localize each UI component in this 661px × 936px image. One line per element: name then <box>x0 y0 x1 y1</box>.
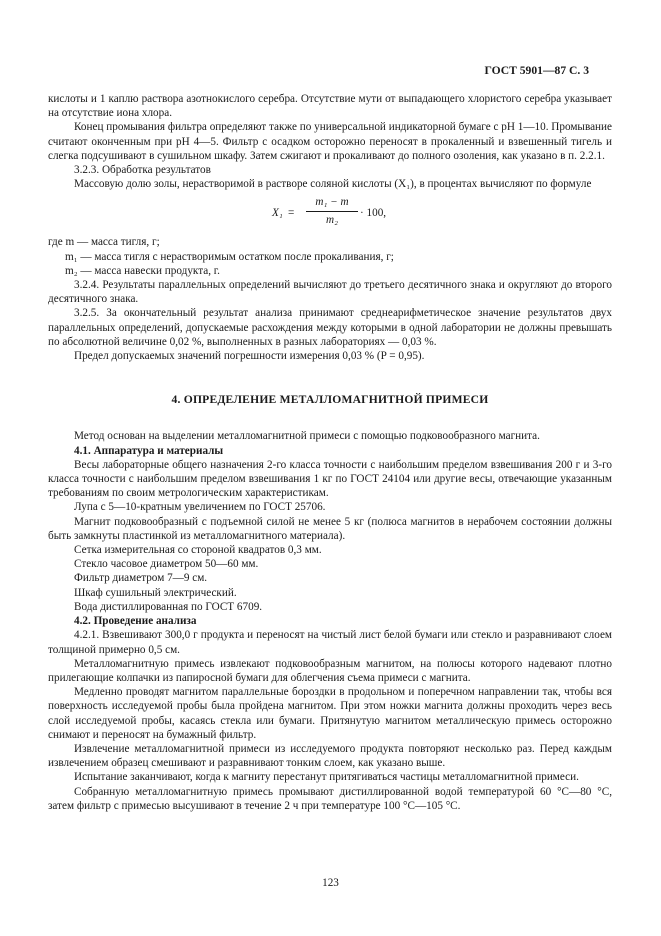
definition-item: m₂ — масса навески продукта, г. <box>65 264 220 277</box>
paragraph: Метод основан на выделении металломагнитной примеси с помощью подковообразного магнита. <box>74 430 540 443</box>
subsection-heading: 4.2. Проведение анализа <box>74 615 197 628</box>
paragraph: Конец промывания фильтра определяют также по универсальной индикаторной бумаге с рН 1—10. Промывание считают оконченным при рН 4—5. Фильтр с осадком осторожно переносят в прокаленный и взвешенный тигель и слегка подсушивают в сушильном шкафу. Затем сжигают и прокаливают до полного озоления, как указано в п. 2.2.1. <box>48 121 612 162</box>
formula-multiplier: · 100, <box>360 207 387 220</box>
formula-equals: = <box>288 207 295 220</box>
equipment-item: Шкаф сушильный электрический. <box>74 586 237 599</box>
page-number: 123 <box>322 877 339 889</box>
procedure-step: Собранную металломагнитную примесь промывают дистиллированной водой температурой 60 °С—80 °С, затем фильтр с примесью высушивают в течение 2 ч при температуре 100 °С—105 °С. <box>48 785 612 812</box>
formula-lhs: X₁ <box>272 207 283 220</box>
paragraph: Предел допускаемых значений погрешности измерения 0,03 % (P = 0,95). <box>74 350 425 363</box>
procedure-step: Медленно проводят магнитом параллельные бороздки в продольном и поперечном направлении так, чтобы вся поверхность исследуемой пробы была пройдена магнитом. При этом ножки магнита должны проходить через весь слой исследуемой пробы, касаясь стекла или бумаги. Притянутую магнитом металлическую примесь осторожно снимают и переносят на бумажный фильтр. <box>48 686 612 741</box>
document-body <box>48 92 612 813</box>
equipment-item: Фильтр диаметром 7—9 см. <box>74 572 208 585</box>
paragraph: кислоты и 1 каплю раствора азотнокислого серебра. Отсутствие мути от выпадающего хлористого серебра указывает на отсутствие иона хлора. <box>48 93 612 120</box>
procedure-step: Извлечение металломагнитной примеси из исследуемого продукта повторяют несколько раз. Перед каждым извлечением образец смешивают и разравнивают тонким слоем, как указано выше. <box>48 742 612 770</box>
definition-item: m₁ — масса тигля с нерастворимым остатком после прокаливания, г; <box>65 250 394 263</box>
subsection-heading: 4.1. Аппаратура и материалы <box>74 444 224 457</box>
equipment-item: Сетка измерительная со стороной квадратов 0,3 мм. <box>74 544 322 557</box>
subsection-heading: 3.2.3. Обработка результатов <box>74 164 211 177</box>
equipment-item: Вода дистиллированная по ГОСТ 6709. <box>74 600 263 613</box>
procedure-step: 4.2.1. Взвешивают 300,0 г продукта и переносят на чистый лист белой бумаги или стекло и разравнивают слоем толщиной примерно 0,5 см. <box>48 629 612 656</box>
equipment-item: Стекло часовое диаметром 50—60 мм. <box>74 558 259 571</box>
paragraph: 3.2.4. Результаты параллельных определений вычисляют до третьего десятичного знака и округляют до второго десятичного знака. <box>48 279 612 306</box>
paragraph: Массовую долю золы, нерастворимой в растворе соляной кислоты (X₁), в процентах вычисляют по формуле <box>74 178 592 191</box>
formula-denominator: m₂ <box>326 213 338 226</box>
equipment-item: Весы лабораторные общего назначения 2-го класса точности с наибольшим пределом взвешивания 200 г и 3-го класса точности с наибольшим пределом взвешивания 1 кг по ГОСТ 24104 или другие весы, отвечающие указанным требованиям по своим метрологическим характеристикам. <box>48 458 612 500</box>
formula-definitions <box>48 235 612 278</box>
procedure-step: Испытание заканчивают, когда к магниту перестанут притягиваться частицы металломагнитной примеси. <box>74 771 579 784</box>
section-title: 4. ОПРЕДЕЛЕНИЕ МЕТАЛЛОМАГНИТНОЙ ПРИМЕСИ <box>171 393 489 407</box>
equipment-item: Лупа с 5—10-кратным увеличением по ГОСТ 25706. <box>74 501 326 514</box>
paragraph: 3.2.5. За окончательный результат анализа принимают среднеарифметическое значение результатов двух параллельных определений, допускаемые расхождения между которыми в одной лаборатории не должны превышать по абсолютной величине 0,02 %, выполненных в разных лабораториях — 0,03 %. <box>48 307 612 348</box>
equipment-item: Магнит подковообразный с подъемной силой не менее 5 кг (полюса магнитов в нерабочем состоянии должны быть замкнуты пластинкой из металломагнитного материала). <box>48 515 612 542</box>
formula-numerator: m₁ − m <box>306 195 358 211</box>
page-header-title: ГОСТ 5901—87 С. 3 <box>484 64 589 77</box>
definition-item: где m — масса тигля, г; <box>48 236 160 249</box>
formula-fraction <box>306 195 358 226</box>
formula <box>48 195 612 231</box>
procedure-step: Металломагнитную примесь извлекают подковообразным магнитом, на полюсы которого надевают плотно прилегающие колпачки из папиросной бумаги для облегчения съема примеси с магнита. <box>48 657 612 684</box>
